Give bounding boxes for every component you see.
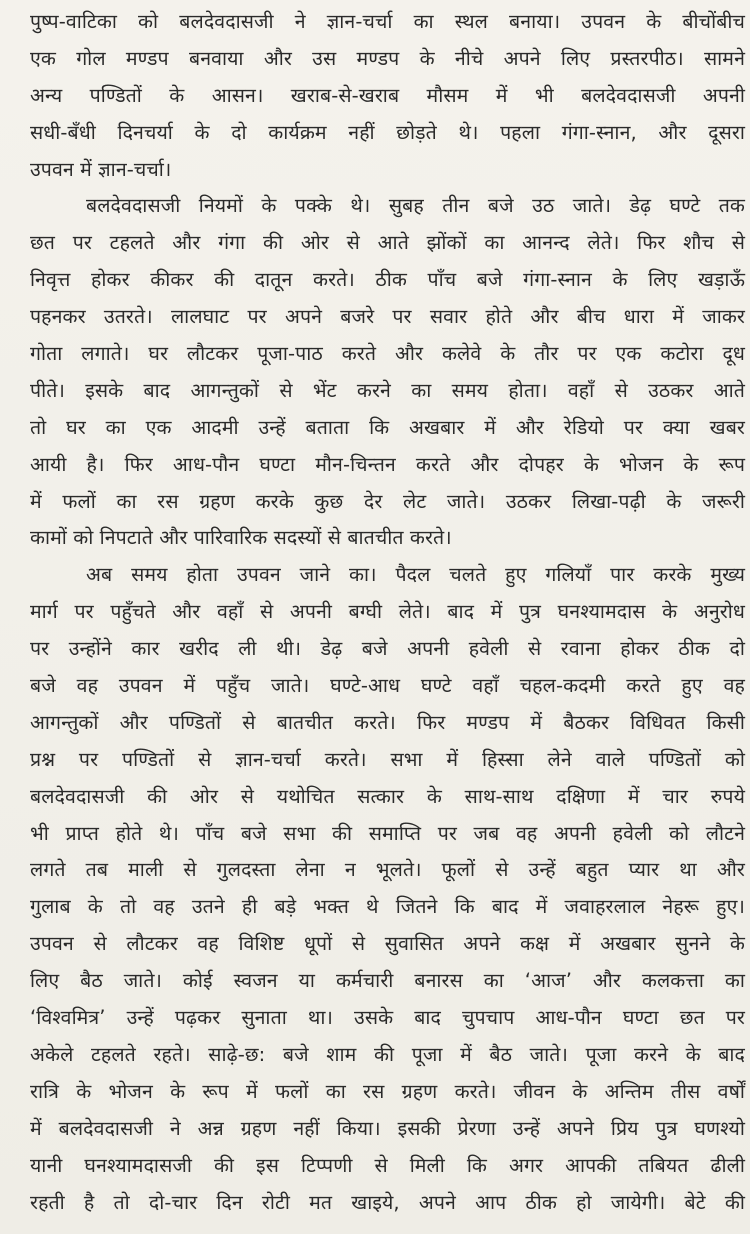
text-line: छत पर टहलते और गंगा की ओर से आते झोंकों का आनन्द लेते। फिर शौच से xyxy=(30,231,745,255)
text-line: मार्ग पर पहुँचते और वहाँ से अपनी बग्घी लेते। बाद में पुत्र घनश्यामदास के अनुरोध xyxy=(30,600,745,624)
paragraph-1 xyxy=(30,4,745,188)
text-line: बलदेवदासजी नियमों के पक्के थे। सुबह तीन बजे उठ जाते। डेढ़ घण्टे तक xyxy=(86,194,745,218)
text-line: एक गोल मण्डप बनवाया और उस मण्डप के नीचे अपने लिए प्रस्तरपीठ। सामने xyxy=(30,46,745,70)
text-column xyxy=(30,4,745,1221)
text-line: कामों को निपटाते और पारिवारिक सदस्यों से बातचीत करते। xyxy=(30,526,452,550)
text-line: उपवन से लौटकर वह विशिष्ट धूपों से सुवासित अपने कक्ष में अखबार सुनने के xyxy=(30,932,745,956)
text-line: पीते। इसके बाद आगन्तुकों से भेंट करने का समय होता। वहाँ से उठकर आते xyxy=(30,378,745,402)
text-line: पहनकर उतरते। लालघाट पर अपने बजरे पर सवार होते और बीच धारा में जाकर xyxy=(30,305,745,329)
text-line: सधी-बँधी दिनचर्या के दो कार्यक्रम नहीं छोड़ते थे। पहला गंगा-स्नान, और दूसरा xyxy=(30,120,745,144)
text-line: लगते तब माली से गुलदस्ता लेना न भूलते। फूलों से उन्हें बहुत प्यार था और xyxy=(30,858,745,882)
text-line: तो घर का एक आदमी उन्हें बताता कि अखबार में और रेडियो पर क्या खबर xyxy=(30,415,745,439)
text-line: बलदेवदासजी की ओर से यथोचित सत्कार के साथ-साथ दक्षिणा में चार रुपये xyxy=(30,784,745,808)
text-line: बजे वह उपवन में पहुँच जाते। घण्टे-आध घण्टे वहाँ चहल-कदमी करते हुए वह xyxy=(30,674,745,698)
text-line: प्रश्न पर पण्डितों से ज्ञान-चर्चा करते। सभा में हिस्सा लेने वाले पण्डितों को xyxy=(30,747,745,771)
text-line: निवृत्त होकर कीकर की दातून करते। ठीक पाँच बजे गंगा-स्नान के लिए खड़ाऊँ xyxy=(30,268,745,292)
paragraph-2 xyxy=(30,188,745,557)
text-line: अब समय होता उपवन जाने का। पैदल चलते हुए गलियाँ पार करके मुख्य xyxy=(86,563,745,587)
text-line: यानी घनश्यामदासजी की इस टिप्पणी से मिली कि अगर आपकी तबियत ढीली xyxy=(30,1153,745,1177)
text-line: उपवन में ज्ञान-चर्चा। xyxy=(30,157,172,181)
text-line: गुलाब के तो वह उतने ही बड़े भक्त थे जितने कि बाद में जवाहरलाल नेहरू हुए। xyxy=(30,895,745,919)
text-line: गोता लगाते। घर लौटकर पूजा-पाठ करते और कलेवे के तौर पर एक कटोरा दूध xyxy=(30,342,745,366)
paragraph-3 xyxy=(30,557,745,1221)
text-line: भी प्राप्त होते थे। पाँच बजे सभा की समाप्ति पर जब वह अपनी हवेली को लौटने xyxy=(30,821,745,845)
text-line: रात्रि के भोजन के रूप में फलों का रस ग्रहण करते। जीवन के अन्तिम तीस वर्षों xyxy=(30,1079,745,1103)
text-line: में बलदेवदासजी ने अन्न ग्रहण नहीं किया। इसकी प्रेरणा उन्हें अपने प्रिय पुत्र घणश्यो xyxy=(30,1116,745,1140)
text-line: अकेले टहलते रहते। साढ़े-छ: बजे शाम की पूजा में बैठ जाते। पूजा करने के बाद xyxy=(30,1042,745,1066)
text-line: आयी है। फिर आध-पौन घण्टा मौन-चिन्तन करते और दोपहर के भोजन के रूप xyxy=(30,452,745,476)
text-line: ‘विश्वमित्र’ उन्हें पढ़कर सुनाता था। उसके बाद चुपचाप आध-पौन घण्टा छत पर xyxy=(30,1006,745,1030)
text-line: पुष्प-वाटिका को बलदेवदासजी ने ज्ञान-चर्चा का स्थल बनाया। उपवन के बीचोंबीच xyxy=(30,10,745,33)
text-line: आगन्तुकों और पण्डितों से बातचीत करते। फिर मण्डप में बैठकर विधिवत किसी xyxy=(30,710,745,734)
text-line: अन्य पण्डितों के आसन। खराब-से-खराब मौसम में भी बलदेवदासजी अपनी xyxy=(30,83,745,107)
text-line: पर उन्होंने कार खरीद ली थी। डेढ़ बजे अपनी हवेली से रवाना होकर ठीक दो xyxy=(30,637,745,661)
text-line: रहती है तो दो-चार दिन रोटी मत खाइये, अपने आप ठीक हो जायेगी। बेटे की xyxy=(30,1190,745,1214)
text-line: में फलों का रस ग्रहण करके कुछ देर लेट जाते। उठकर लिखा-पढ़ी के जरूरी xyxy=(30,489,745,513)
text-line: लिए बैठ जाते। कोई स्वजन या कर्मचारी बनारस का ‘आज’ और कलकत्ता का xyxy=(30,969,745,993)
